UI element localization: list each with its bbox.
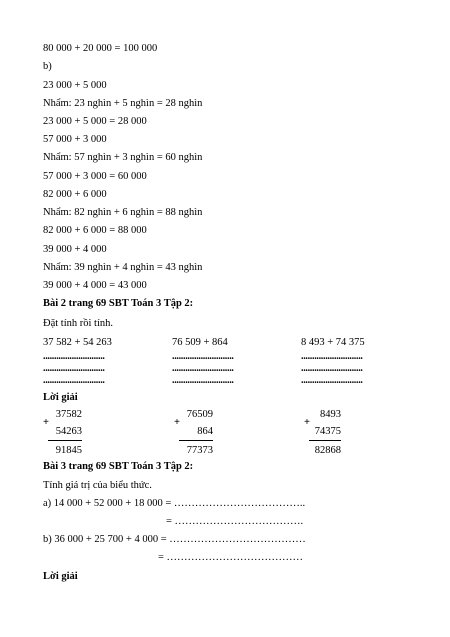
addend-2: 54263 bbox=[55, 426, 82, 437]
text-line: 23 000 + 5 000 = 28 000 bbox=[43, 116, 147, 127]
text-line: 39 000 + 4 000 = 43 000 bbox=[43, 280, 147, 291]
answer-dots: ............................ bbox=[172, 351, 234, 362]
addend-2: 864 bbox=[197, 426, 213, 437]
sum-rule bbox=[179, 440, 213, 441]
instruction: Đặt tính rồi tính. bbox=[43, 318, 113, 329]
answer-dots: ............................ bbox=[301, 363, 363, 374]
answer-dots: ............................ bbox=[301, 351, 363, 362]
text-line: 82 000 + 6 000 bbox=[43, 189, 107, 200]
expression-a-continuation: = ………………………………. bbox=[166, 516, 304, 527]
problem-3: 8 493 + 74 375 bbox=[301, 337, 365, 348]
text-line: Nhẩm: 82 nghìn + 6 nghìn = 88 nghìn bbox=[43, 207, 203, 218]
expression-b-continuation: = ………………………………… bbox=[158, 552, 304, 563]
text-line: 80 000 + 20 000 = 100 000 bbox=[43, 43, 158, 54]
addend-1: 37582 bbox=[55, 409, 82, 420]
solution-label: Lời giải bbox=[43, 392, 78, 403]
expression-a: a) 14 000 + 52 000 + 18 000 = ……………………………….. bbox=[43, 498, 306, 509]
text-line: b) bbox=[43, 61, 52, 72]
text-line: 57 000 + 3 000 = 60 000 bbox=[43, 171, 147, 182]
text-line: Nhẩm: 23 nghìn + 5 nghìn = 28 nghìn bbox=[43, 98, 203, 109]
text-line: Nhẩm: 39 nghìn + 4 nghìn = 43 nghìn bbox=[43, 262, 203, 273]
text-line: 82 000 + 6 000 = 88 000 bbox=[43, 225, 147, 236]
sum: 91845 bbox=[55, 445, 82, 456]
addend-2: 74375 bbox=[314, 426, 341, 437]
plus-sign: + bbox=[304, 417, 310, 428]
addend-1: 8493 bbox=[320, 409, 341, 420]
plus-sign: + bbox=[43, 417, 49, 428]
solution-label: Lời giải bbox=[43, 571, 78, 582]
instruction: Tính giá trị của biểu thức. bbox=[43, 480, 152, 491]
text-line: Nhẩm: 57 nghìn + 3 nghìn = 60 nghìn bbox=[43, 152, 203, 163]
sum-rule bbox=[309, 440, 341, 441]
sum-rule bbox=[48, 440, 82, 441]
text-line: 23 000 + 5 000 bbox=[43, 80, 107, 91]
answer-dots: ............................ bbox=[43, 351, 105, 362]
section-title: Bài 3 trang 69 SBT Toán 3 Tập 2: bbox=[43, 461, 194, 472]
answer-dots: ............................ bbox=[301, 375, 363, 386]
problem-2: 76 509 + 864 bbox=[172, 337, 228, 348]
expression-b: b) 36 000 + 25 700 + 4 000 = ………………………………… bbox=[43, 534, 306, 545]
sum: 77373 bbox=[186, 445, 213, 456]
answer-dots: ............................ bbox=[43, 375, 105, 386]
section-title: Bài 2 trang 69 SBT Toán 3 Tập 2: bbox=[43, 298, 194, 309]
sum: 82868 bbox=[314, 445, 341, 456]
plus-sign: + bbox=[174, 417, 180, 428]
answer-dots: ............................ bbox=[172, 363, 234, 374]
text-line: 57 000 + 3 000 bbox=[43, 134, 107, 145]
problem-1: 37 582 + 54 263 bbox=[43, 337, 112, 348]
addend-1: 76509 bbox=[186, 409, 213, 420]
text-line: 39 000 + 4 000 bbox=[43, 244, 107, 255]
answer-dots: ............................ bbox=[43, 363, 105, 374]
answer-dots: ............................ bbox=[172, 375, 234, 386]
